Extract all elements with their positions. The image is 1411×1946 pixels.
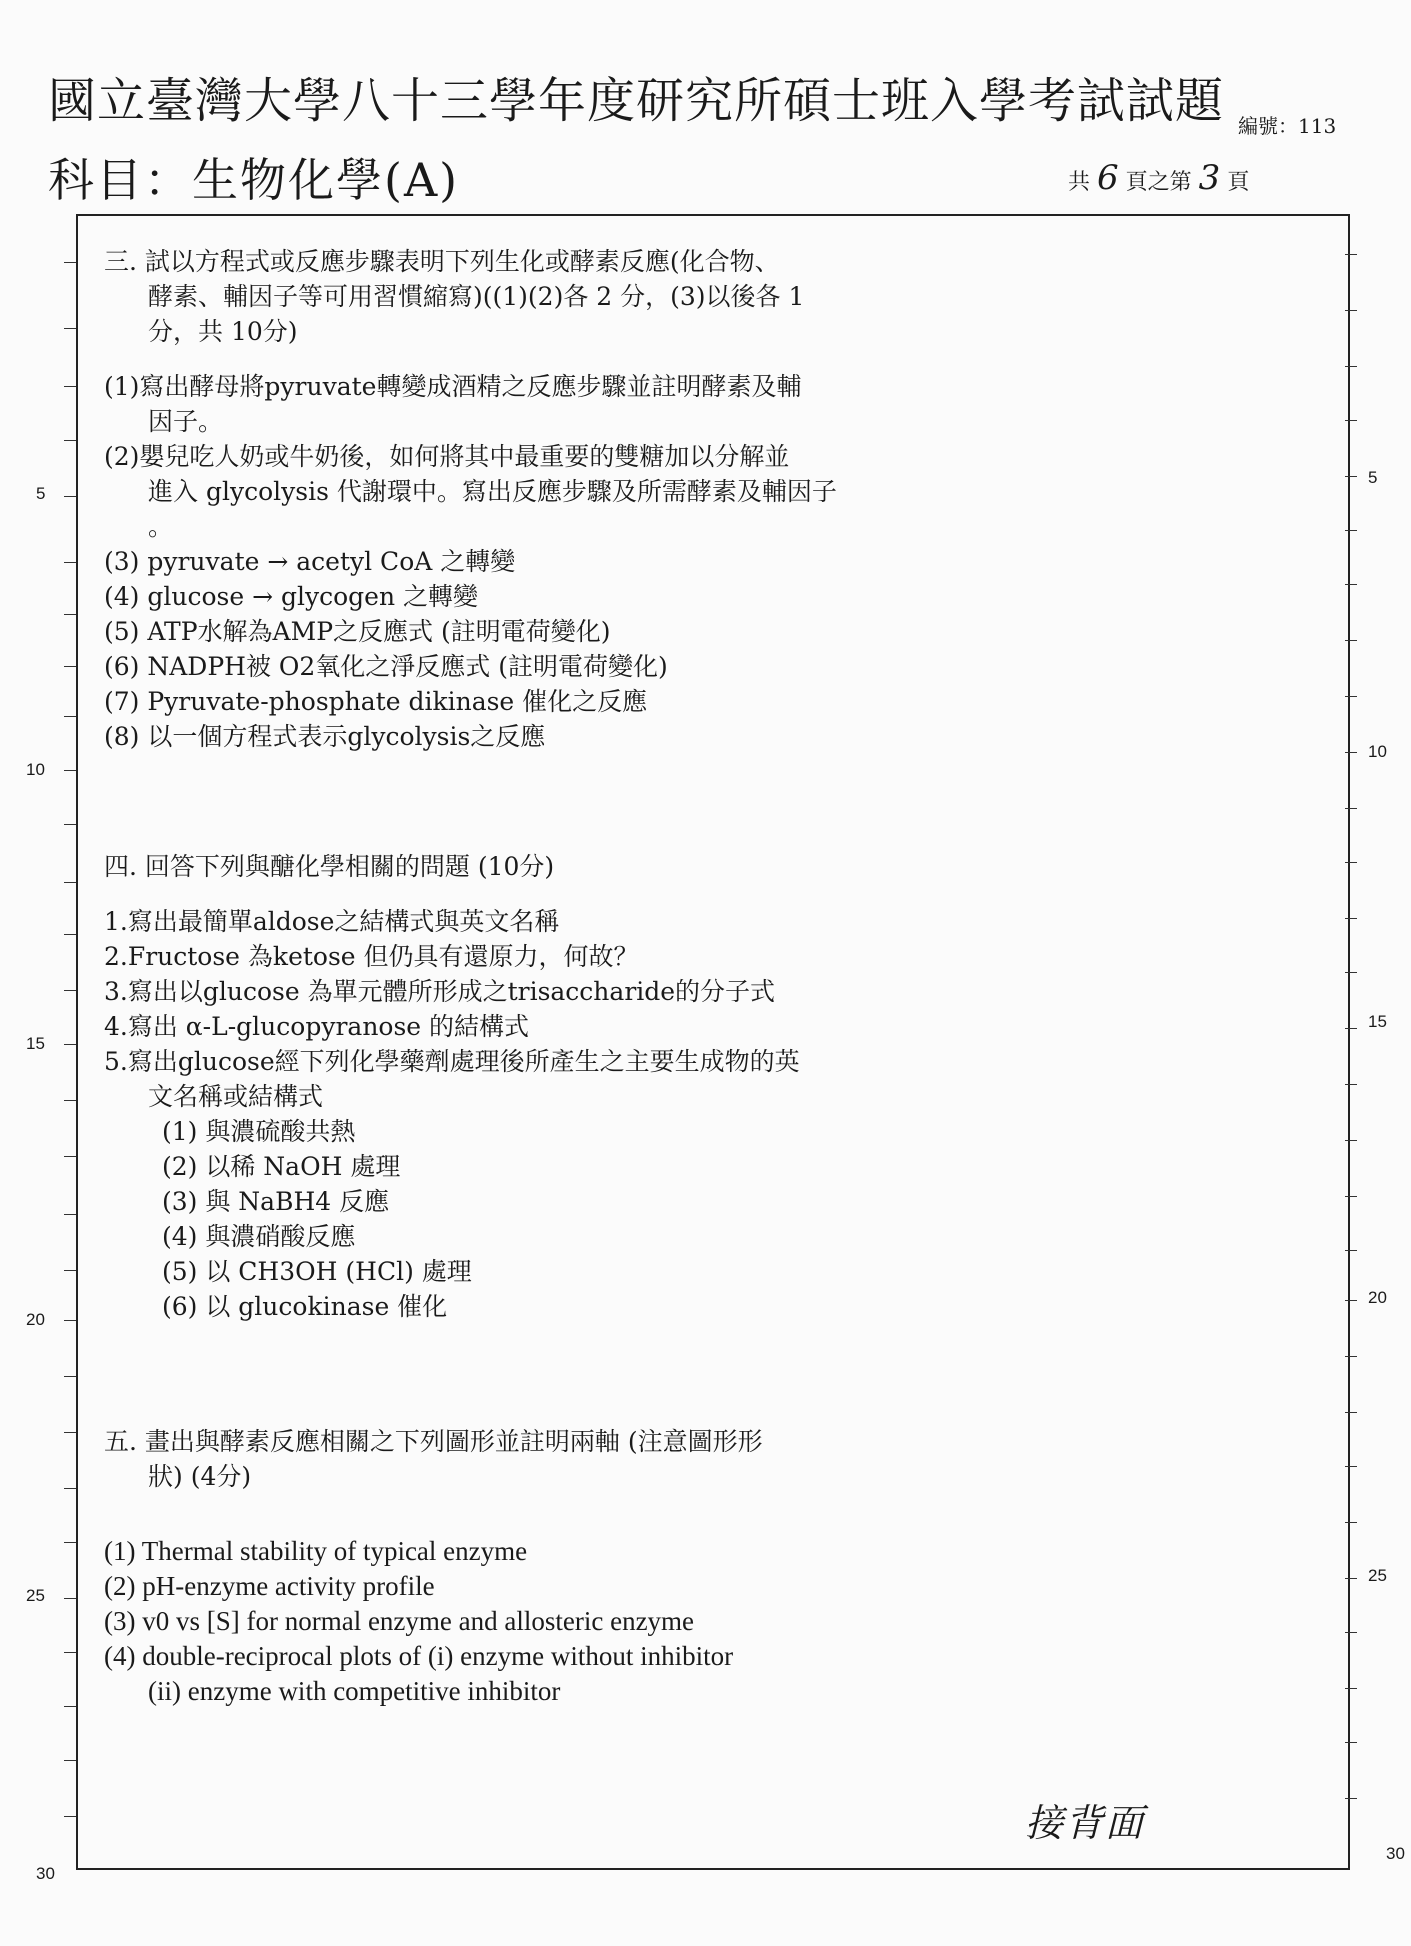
tick-mark [1345,1356,1357,1357]
section-4-intro: 四. 回答下列與醣化學相關的問題 (10分) [104,852,555,881]
question-item: 。 [148,512,174,541]
question-item: (4) double-reciprocal plots of (i) enzyme without inhibitor [104,1641,734,1671]
tick-mark [64,990,76,991]
tick-mark [64,770,76,771]
tick-mark [1345,972,1357,973]
tick-mark [64,1044,76,1045]
tick-mark [64,1376,76,1377]
question-item: 2.Fructose 為ketose 但仍具有還原力，何故？ [104,942,639,971]
tick-mark [1345,1140,1357,1141]
question-item: 5.寫出glucose經下列化學藥劑處理後所產生之主要生成物的英 [104,1047,800,1076]
question-item: 文名稱或結構式 [148,1082,324,1111]
line-number-right: 20 [1368,1288,1387,1307]
line-number-left: 15 [26,1034,45,1053]
tick-mark [1345,476,1357,477]
page-prefix: 共 [1068,170,1091,195]
line-number-right: 15 [1368,1012,1387,1031]
question-item: (1) Thermal stability of typical enzyme [104,1536,528,1566]
question-item: (3) v0 vs [S] for normal enzyme and allosteric enzyme [104,1606,695,1636]
tick-mark [1345,752,1357,753]
tick-mark [64,386,76,387]
page-current: 3 [1198,158,1221,198]
sub-item: (5) 以 CH3OH (HCl) 處理 [162,1257,472,1286]
section-3 [104,244,1104,754]
tick-mark [64,614,76,615]
line-number-right: 10 [1368,742,1387,761]
section-4 [104,849,1104,1324]
question-item: (3) pyruvate → acetyl CoA 之轉變 [104,547,516,576]
page-info [1068,158,1249,198]
tick-mark [64,328,76,329]
sub-item: (6) 以 glucokinase 催化 [162,1292,448,1321]
tick-mark [1345,1300,1357,1301]
sub-item: (4) 與濃硝酸反應 [162,1222,356,1251]
line-number-right: 5 [1368,468,1378,487]
question-item: (8) 以一個方程式表示glycolysis之反應 [104,722,546,751]
section-5 [104,1424,1104,1709]
question-item: 因子。 [148,407,224,436]
tick-mark [64,934,76,935]
section-5-intro: 五. 畫出與酵素反應相關之下列圖形並註明兩軸 (注意圖形形 [104,1427,763,1456]
sub-item: (3) 與 NaBH4 反應 [162,1187,390,1216]
question-item: (5) ATP水解為AMP之反應式 (註明電荷變化) [104,617,611,646]
tick-mark [1345,1578,1357,1579]
sub-item: (2) 以稀 NaOH 處理 [162,1152,401,1181]
tick-mark [1345,1466,1357,1467]
tick-mark [1345,1632,1357,1633]
tick-mark [64,1542,76,1543]
tick-mark [1345,584,1357,585]
tick-mark [64,1100,76,1101]
tick-mark [64,824,76,825]
question-item: (7) Pyruvate-phosphate dikinase 催化之反應 [104,687,648,716]
question-item: (2) pH-enzyme activity profile [104,1571,435,1601]
question-item: (2)嬰兒吃人奶或牛奶後，如何將其中最重要的雙糖加以分解並 [104,442,790,471]
line-number-left: 5 [36,484,46,503]
tick-mark [64,262,76,263]
exam-code: 編號：113 [1238,114,1337,138]
exam-subject: 科目：生物化學(A) [48,153,460,207]
sub-item: (1) 與濃硫酸共熱 [162,1117,356,1146]
question-item: 進入 glycolysis 代謝環中。寫出反應步驟及所需酵素及輔因子 [148,477,837,506]
tick-mark [1345,530,1357,531]
tick-mark [1345,1522,1357,1523]
tick-mark [64,1760,76,1761]
tick-mark [1345,1028,1357,1029]
tick-mark [64,1652,76,1653]
tick-mark [64,1320,76,1321]
tick-mark [64,1488,76,1489]
line-number-left: 10 [26,760,45,779]
tick-mark [1345,918,1357,919]
exam-title: 國立臺灣大學八十三學年度研究所碩士班入學考試試題 [48,73,1225,129]
tick-mark [64,882,76,883]
tick-mark [1345,1084,1357,1085]
question-item: (1)寫出酵母將pyruvate轉變成酒精之反應步驟並註明酵素及輔 [104,372,802,401]
section-3-intro: 三. 試以方程式或反應步驟表明下列生化或酵素反應(化合物、 [104,247,780,276]
question-item: (ii) enzyme with competitive inhibitor [148,1676,561,1706]
section-3-intro: 酵素、輔因子等可用習慣縮寫)((1)(2)各 2 分，(3)以後各 1 [148,282,805,311]
page-middle: 頁之第 [1125,170,1192,195]
tick-mark [64,496,76,497]
exam-body [104,244,1104,1709]
line-number-left: 25 [26,1586,45,1605]
tick-mark [64,1156,76,1157]
tick-mark [64,1214,76,1215]
tick-mark [64,716,76,717]
tick-mark [64,1432,76,1433]
tick-mark [64,1270,76,1271]
tick-mark [1345,1196,1357,1197]
question-item: 1.寫出最簡單aldose之結構式與英文名稱 [104,907,560,936]
section-5-intro: 狀) (4分) [148,1462,252,1491]
section-3-intro: 分，共 10分) [148,317,298,346]
tick-mark [1345,640,1357,641]
line-number-left: 20 [26,1310,45,1329]
tick-mark [64,562,76,563]
page-suffix: 頁 [1227,170,1250,195]
tick-mark [1345,1742,1357,1743]
tick-mark [1345,420,1357,421]
tick-mark [64,1706,76,1707]
tick-mark [1345,310,1357,311]
line-number-left: 30 [36,1864,55,1883]
tick-mark [1345,1688,1357,1689]
tick-mark [64,1598,76,1599]
tick-mark [1345,366,1357,367]
tick-mark [1345,1798,1357,1799]
tick-mark [64,666,76,667]
line-number-right: 30 [1386,1844,1405,1863]
tick-mark [1345,1250,1357,1251]
line-number-right: 25 [1368,1566,1387,1585]
question-item: 3.寫出以glucose 為單元體所形成之trisaccharide的分子式 [104,977,776,1006]
tick-mark [64,1816,76,1817]
question-item: (4) glucose → glycogen 之轉變 [104,582,478,611]
tick-mark [1345,696,1357,697]
tick-mark [1345,1412,1357,1413]
tick-mark [64,440,76,441]
question-item: 4.寫出 α-L-glucopyranose 的結構式 [104,1012,530,1041]
page-total: 6 [1097,158,1119,198]
tick-mark [1345,808,1357,809]
tick-mark [1345,862,1357,863]
tick-mark [1345,254,1357,255]
continue-on-back: 接背面 [1025,1801,1146,1845]
question-item: (6) NADPH被 O2氧化之淨反應式 (註明電荷變化) [104,652,668,681]
